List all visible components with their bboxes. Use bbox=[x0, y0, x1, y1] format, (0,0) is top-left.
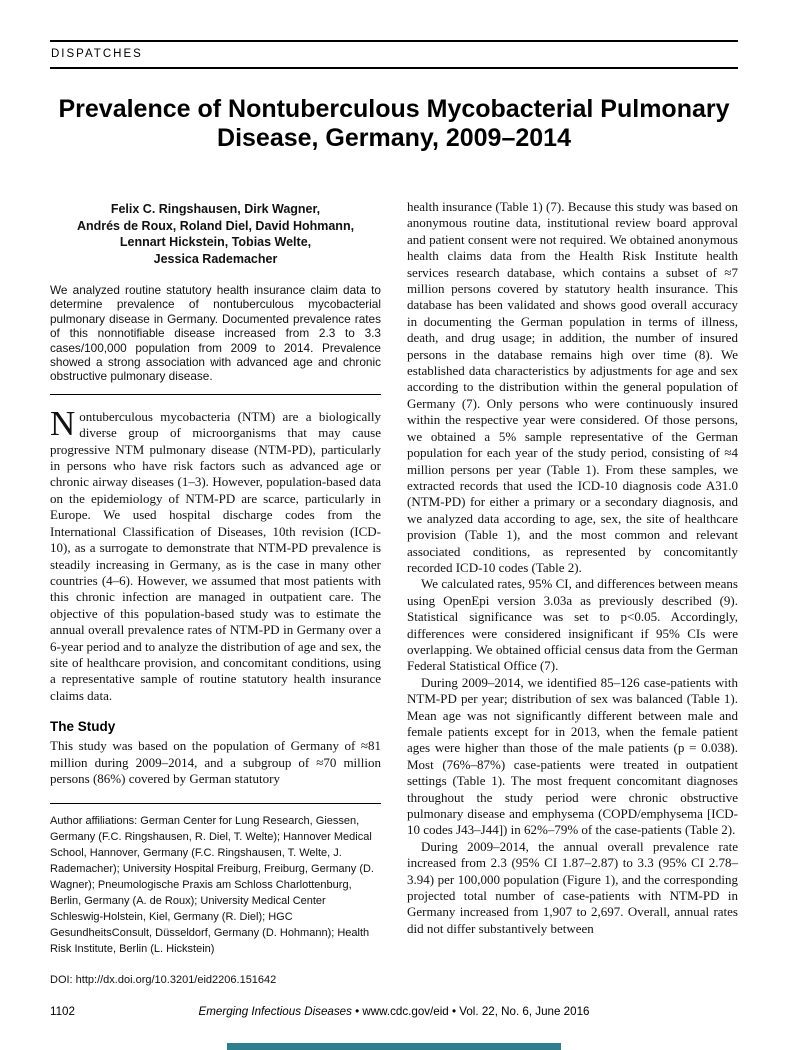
right-column bbox=[407, 199, 738, 988]
study-paragraph: This study was based on the population of Germany of ≈81 million during 2009–2014, and a subgroup of ≈70 million persons (86%) covered by German statutory bbox=[50, 738, 381, 786]
authors-line: Felix C. Ringshausen, Dirk Wagner, bbox=[110, 202, 321, 216]
page-number: 1102 bbox=[50, 1005, 75, 1018]
left-column bbox=[50, 199, 381, 988]
body-paragraph: During 2009–2014, the annual overall prevalence rate increased from 2.3 (95% CI 1.87–2.87) to 3.3 (95% CI 2.78–3.94) per 100,000 population (Figure 1), and the corresponding projected total number of case-patients with NTM-PD in Germany increased from 1,907 to 2,697. Overall, annual rates did not differ substantively between bbox=[407, 838, 738, 936]
footnote-block bbox=[50, 803, 381, 988]
journal-line bbox=[199, 1005, 590, 1018]
intro-paragraph-text: ontuberculous mycobacteria (NTM) are a biologically diverse group of microorganisms that may cause progressive NTM pulmonary disease (NTM-PD), particularly in persons who have risk factors such as advanced age or chronic airway diseases (1–3). However, population-based data on the epidemiology of NTM-PD are scarce, particularly in Europe. We used hospital discharge codes from the International Classification of Diseases, 10th revision (ICD-10), as a surrogate to demonstrate that NTM-PD prevalence is steadily increasing in Germany, as is the case in many other countries (4–6). However, we assumed that most patients with this chronic infection are managed in outpatient care. The objective of this population-based study was to estimate the annual overall prevalence rates of NTM-PD in Germany over a 6-year period and to analyze the distribution of age and sex, the site of healthcare provision, and concomitant conditions, using a representative sample of routine statutory health insurance claims data. bbox=[50, 408, 381, 703]
authors-block bbox=[50, 201, 381, 267]
abstract-divider bbox=[50, 394, 381, 395]
section-heading-the-study: The Study bbox=[50, 719, 116, 735]
header-rule-bottom bbox=[50, 67, 738, 69]
footer-accent-bar bbox=[227, 1043, 561, 1050]
page-footer bbox=[50, 1005, 738, 1018]
drop-cap: N bbox=[50, 403, 76, 443]
journal-issue-info: • www.cdc.gov/eid • Vol. 22, No. 6, June 2016 bbox=[351, 1005, 590, 1018]
page-header bbox=[50, 40, 738, 69]
authors-line: Andrés de Roux, Roland Diel, David Hohmann, bbox=[76, 218, 355, 233]
intro-paragraph bbox=[50, 403, 381, 704]
abstract-text: We analyzed routine statutory health insurance claim data to determine prevalence of nontuberculous mycobacterial pulmonary disease in Germany. Documented prevalence rates of this nonnotifiable disease increased from 2.3 to 3.3 cases/100,000 population from 2009 to 2014. Prevalence showed a strong association with advanced age and chronic obstructive pulmonary disease. bbox=[50, 283, 381, 384]
body-paragraph: We calculated rates, 95% CI, and differences between means using OpenEpi version 3.03a as previously described (9). Statistical significance was set to p<0.05. Accordingly, differences were considered insignificant if 95% CIs were overlapping. We obtained official census data from the German Federal Statistical Office (7). bbox=[407, 576, 738, 674]
author-affiliations: Author affiliations: German Center for Lung Research, Giessen, Germany (F.C. Ringshausen, R. Diel, T. Welte); Hannover Medical School, Hannover, Germany (F.C. Ringshausen, T. Welte, J. Rademacher); University Hospital Freiburg, Freiburg, Germany (D. Wagner); Pneumologische Praxis am Schloss Charlottenburg, Berlin, Germany (A. de Roux); University Medical Center Schleswig-Holstein, Kiel, Germany (R. Diel); HGC GesundheitsConsult, Düsseldorf, Germany (D. Hohmann); Health Risk Institute, Berlin (L. Hickstein) bbox=[50, 815, 374, 956]
section-label: DISPATCHES bbox=[51, 48, 143, 60]
two-column-layout bbox=[50, 199, 738, 988]
doi-line: DOI: http://dx.doi.org/10.3201/eid2206.151642 bbox=[50, 974, 277, 987]
authors-line: Jessica Rademacher bbox=[153, 251, 278, 266]
body-paragraph: During 2009–2014, we identified 85–126 case-patients with NTM-PD per year; distribution of sex was balanced (Table 1). Mean age was not significantly different between male and female patients except for in 2013, when the female patient ages were higher than those of the male patients (p = 0.038). Most (76%–87%) case-patients were treated in outpatient settings (Table 1). The most frequent concomitant diagnoses throughout the study period were chronic obstructive pulmonary disease and emphysema (COPD/emphysema [ICD-10 codes J43–J44]) in 62%–79% of the case-patients (Table 2). bbox=[407, 674, 738, 838]
body-paragraph: health insurance (Table 1) (7). Because this study was based on anonymous routine data, institutional review board approval and patient consent were not required. We obtained anonymous health claims data from the Health Risk Institute health services research database, which contains a subset of ≈7 million persons covered by statutory health insurance. This database has been validated and shows good overall accuracy in documenting the German population in terms of illness, death, and drug usage; in addition, the number of insured persons in the database remains high over time (8). We established data characteristics by adjustments for age and sex according to the distribution within the general population of Germany (7). Only persons who were continuously insured within the respective year were considered. Of those persons, we obtained a 5% sample representative of the German population for each year of the study period, consisting of ≈4 million persons per year (Table 1). From these samples, we extracted records that used the ICD-10 diagnosis code A31.0 (NTM-PD) for either a primary or a secondary diagnosis, and we analyzed data according to age, sex, the site of healthcare provision (Table 1), and the most common and relevant associated conditions, as represented by concomitantly recorded ICD-10 codes (Table 2). bbox=[407, 199, 738, 575]
journal-name: Emerging Infectious Diseases bbox=[198, 1005, 352, 1018]
authors-line: Lennart Hickstein, Tobias Welte, bbox=[119, 235, 312, 249]
article-title: Prevalence of Nontuberculous Mycobacterial Pulmonary Disease, Germany, 2009–2014 bbox=[58, 95, 730, 152]
